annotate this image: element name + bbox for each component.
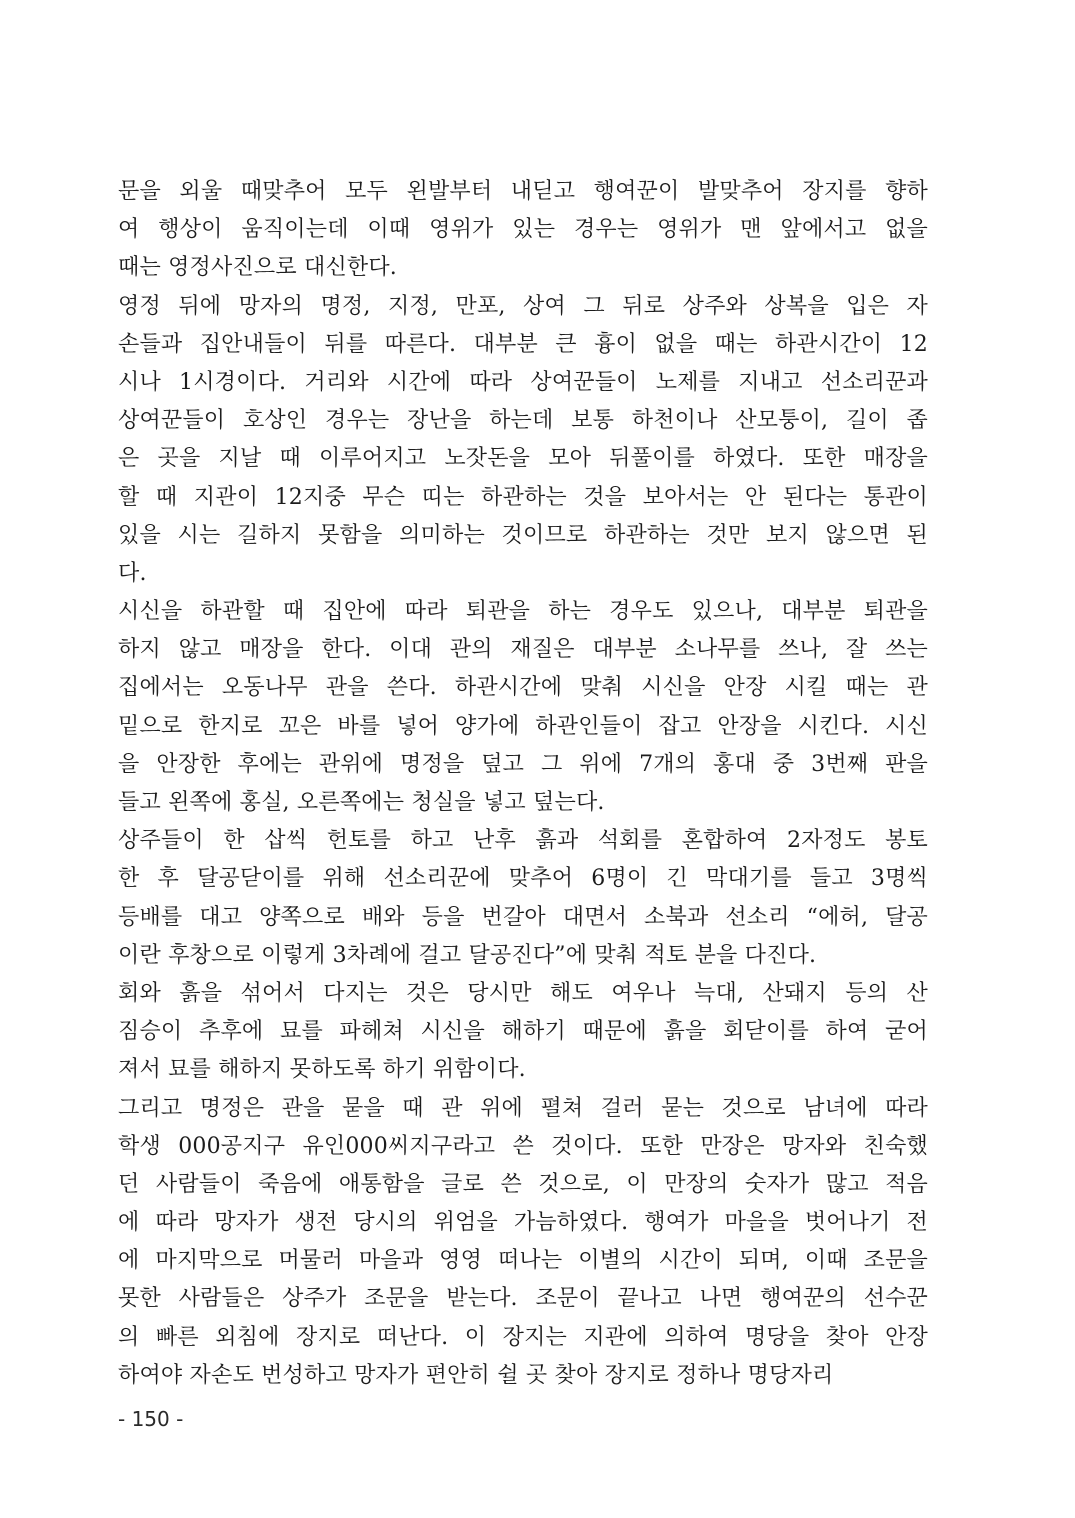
text-line: 그리고 명정은 관을 묻을 때 관 위에 펼쳐 걸러 묻는 것으로 남녀에 따라 (118, 1095, 928, 1121)
paragraph (118, 173, 928, 288)
text-line: 한 후 달공닫이를 위해 선소리꾼에 맞추어 6명이 긴 막대기를 들고 3명씩 (118, 866, 928, 892)
text-line: 들고 왼쪽에 홍실, 오른쪽에는 청실을 넣고 덮는다. (118, 790, 605, 815)
text-line: 할 때 지관이 12지중 무슨 띠는 하관하는 것을 보아서는 안 된다는 통관이 (118, 484, 928, 510)
text-line: 하지 않고 매장을 한다. 이대 관의 재질은 대부분 소나무를 쓰나, 잘 쓰는 (118, 637, 928, 663)
text-line: 문을 외울 때맞추어 모두 왼발부터 내딛고 행여꾼이 발맞추어 장지를 향하 (118, 179, 928, 204)
text-line: 집에서는 오동나무 관을 쓴다. 하관시간에 맞춰 시신을 안장 시킬 때는 관 (118, 675, 928, 701)
text-line: 있을 시는 길하지 못함을 의미하는 것이므로 하관하는 것만 보지 않으면 된 (118, 522, 928, 548)
text-line: 시신을 하관할 때 집안에 따라 퇴관을 하는 경우도 있으나, 대부분 퇴관을 (118, 599, 928, 625)
text-line: 상주들이 한 삽씩 헌토를 하고 난후 흙과 석회를 혼합하여 2자정도 봉토 (118, 828, 928, 854)
text-line: 다. (118, 560, 147, 586)
text-line: 상여꾼들이 호상인 경우는 장난을 하는데 보통 하천이나 산모퉁이, 길이 좁 (118, 408, 928, 434)
text-line: 의 빠른 외침에 장지로 떠난다. 이 장지는 지관에 의하여 명당을 찾아 안장 (118, 1324, 928, 1350)
text-line: 에 따라 망자가 생전 당시의 위엄을 가늠하였다. 행여가 마을을 벗어나기 전 (118, 1210, 928, 1236)
text-line: 을 안장한 후에는 관위에 명정을 덮고 그 위에 7개의 홍대 중 3번째 판을 (118, 751, 928, 777)
page-number: - 150 - (118, 1407, 184, 1431)
paragraph (118, 975, 928, 1090)
text-line: 회와 흙을 섞어서 다지는 것은 당시만 해도 여우나 늑대, 산돼지 등의 산 (118, 980, 928, 1006)
text-line: 하여야 자손도 번성하고 망자가 편안히 쉴 곳 찾아 장지로 정하나 명당자리 (118, 1362, 834, 1388)
text-line: 여 행상이 움직이는데 이때 영위가 있는 경우는 영위가 맨 앞에서고 없을 (118, 217, 928, 243)
text-line: 등배를 대고 양쪽으로 배와 등을 번갈아 대면서 소북과 선소리 “에허, 달공 (118, 904, 928, 930)
paragraph (118, 593, 928, 822)
body-text (118, 173, 928, 1395)
text-line: 밑으로 한지로 꼬은 바를 넣어 양가에 하관인들이 잡고 안장을 시킨다. 시신 (118, 713, 928, 739)
paragraph (118, 1090, 928, 1396)
text-line: 던 사람들이 죽음에 애통함을 글로 쓴 것으로, 이 만장의 숫자가 많고 적음 (118, 1171, 928, 1197)
text-line: 에 마지막으로 머물러 마을과 영영 떠나는 이별의 시간이 되며, 이때 조문을 (118, 1248, 928, 1274)
paragraph (118, 288, 928, 594)
text-line: 이란 후창으로 이렇게 3차례에 걸고 달공진다”에 맞춰 적토 분을 다진다. (118, 942, 817, 968)
text-line: 못한 사람들은 상주가 조문을 받는다. 조문이 끝나고 나면 행여꾼의 선수꾼 (118, 1286, 928, 1312)
text-line: 영정 뒤에 망자의 명정, 지정, 만포, 상여 그 뒤로 상주와 상복을 입은 자 (118, 293, 928, 319)
text-line: 손들과 집안내들이 뒤를 따른다. 대부분 큰 흉이 없을 때는 하관시간이 12 (118, 331, 928, 357)
paragraph (118, 822, 928, 975)
text-line: 학생 000공지구 유인000씨지구라고 쓴 것이다. 또한 만장은 망자와 친숙했 (118, 1133, 928, 1159)
text-line: 은 곳을 지날 때 이루어지고 노잣돈을 모아 뒤풀이를 하였다. 또한 매장을 (118, 446, 928, 472)
text-line: 짐승이 추후에 묘를 파헤쳐 시신을 해하기 때문에 흙을 회닫이를 하여 굳어 (118, 1019, 928, 1045)
text-line: 시나 1시경이다. 거리와 시간에 따라 상여꾼들이 노제를 지내고 선소리꾼과 (118, 369, 928, 395)
text-line: 때는 영정사진으로 대신한다. (118, 255, 398, 281)
text-line: 져서 묘를 해하지 못하도록 하기 위함이다. (118, 1057, 526, 1083)
